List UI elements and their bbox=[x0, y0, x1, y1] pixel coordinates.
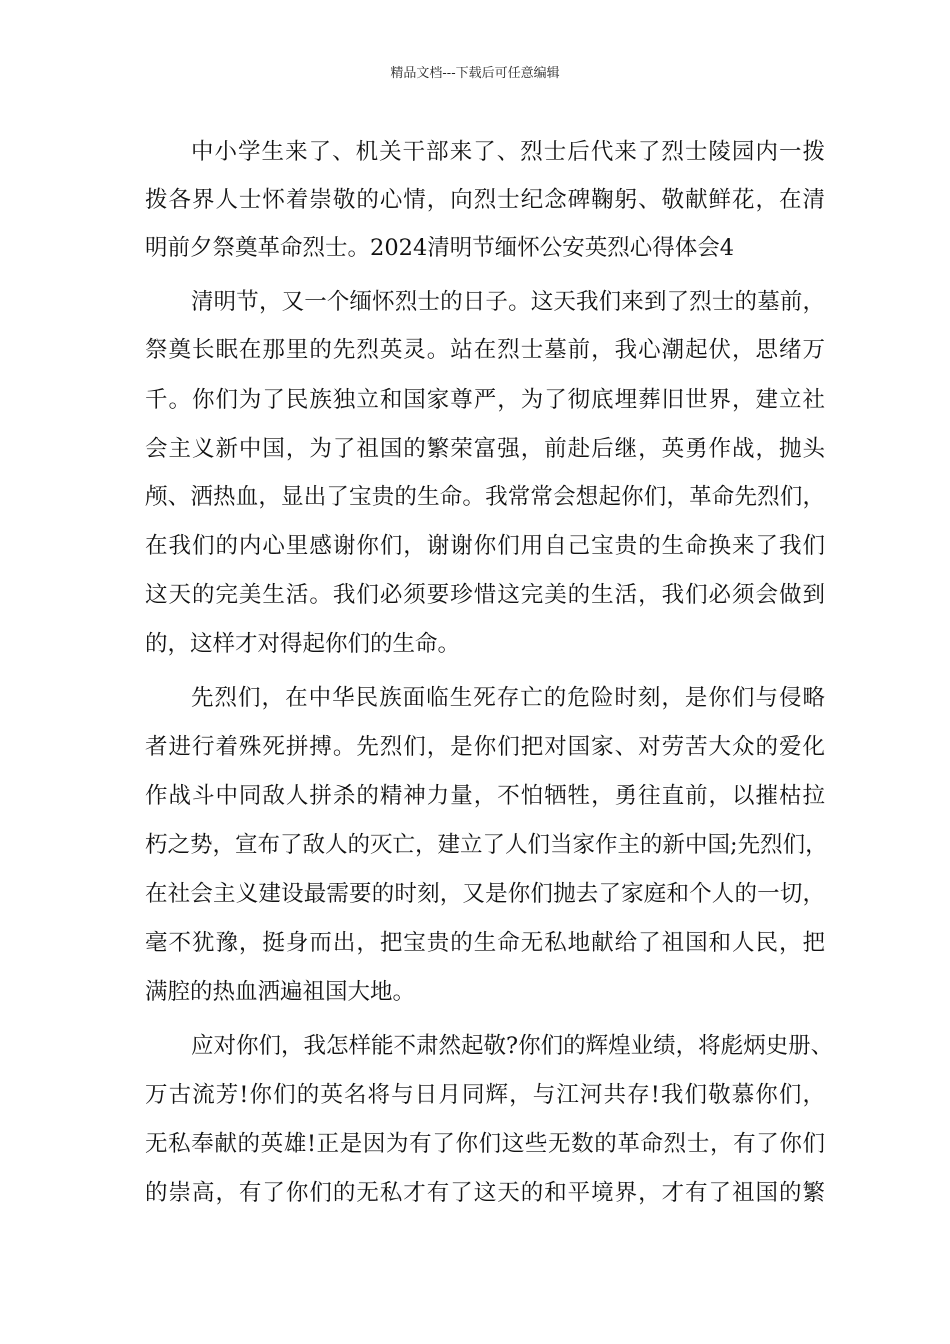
paragraph-line: 先烈们，在中华民族面临生死存亡的危险时刻，是你们与侵略 bbox=[191, 685, 825, 711]
paragraph-line: 者进行着殊死拼搏。先烈们，是你们把对国家、对劳苦大众的爱化 bbox=[145, 734, 825, 760]
paragraph-line: 中小学生来了、机关干部来了、烈士后代来了烈士陵园内一拨 bbox=[191, 139, 825, 165]
paragraph-line: 满腔的热血洒遍祖国大地。 bbox=[145, 979, 416, 1005]
paragraph-line: 毫不犹豫，挺身而出，把宝贵的生命无私地献给了祖国和人民，把 bbox=[145, 930, 825, 956]
page-header: 精品文档---下载后可任意编辑 bbox=[390, 66, 560, 81]
paragraph-line: 千。你们为了民族独立和国家尊严，为了彻底埋葬旧世界，建立社 bbox=[145, 387, 825, 413]
paragraph-line: 万古流芳!你们的英名将与日月同辉，与江河共存!我们敬慕你们， bbox=[145, 1082, 825, 1108]
paragraph-line: 在我们的内心里感谢你们，谢谢你们用自己宝贵的生命换来了我们 bbox=[145, 533, 825, 559]
paragraph-line: 的崇高，有了你们的无私才有了这天的和平境界，才有了祖国的繁 bbox=[145, 1180, 825, 1206]
paragraph-line: 颅、洒热血，显出了宝贵的生命。我常常会想起你们，革命先烈们， bbox=[145, 484, 825, 510]
paragraph-line: 这天的完美生活。我们必须要珍惜这完美的生活，我们必须会做到 bbox=[145, 582, 825, 608]
paragraph-line: 清明节，又一个缅怀烈士的日子。这天我们来到了烈士的墓前， bbox=[191, 289, 825, 315]
paragraph-line: 作战斗中同敌人拼杀的精神力量，不怕牺牲，勇往直前，以摧枯拉 bbox=[145, 783, 825, 809]
paragraph-line: 祭奠长眠在那里的先烈英灵。站在烈士墓前，我心潮起伏，思绪万 bbox=[145, 337, 825, 363]
paragraph-line: 在社会主义建设最需要的时刻，又是你们抛去了家庭和个人的一切， bbox=[145, 881, 825, 907]
paragraph-line: 拨各界人士怀着崇敬的心情，向烈士纪念碑鞠躬、敬献鲜花，在清 bbox=[145, 187, 825, 213]
paragraph-line: 应对你们，我怎样能不肃然起敬?你们的辉煌业绩，将彪炳史册、 bbox=[191, 1033, 834, 1059]
paragraph-line: 明前夕祭奠革命烈士。2024清明节缅怀公安英烈心得体会4 bbox=[145, 235, 735, 261]
paragraph-line: 的，这样才对得起你们的生命。 bbox=[145, 631, 461, 657]
paragraph-line: 会主义新中国，为了祖国的繁荣富强，前赴后继，英勇作战，抛头 bbox=[145, 436, 825, 462]
paragraph-line: 朽之势，宣布了敌人的灭亡，建立了人们当家作主的新中国;先烈们， bbox=[145, 832, 828, 858]
paragraph-line: 无私奉献的英雄!正是因为有了你们这些无数的革命烈士，有了你们 bbox=[145, 1131, 825, 1157]
